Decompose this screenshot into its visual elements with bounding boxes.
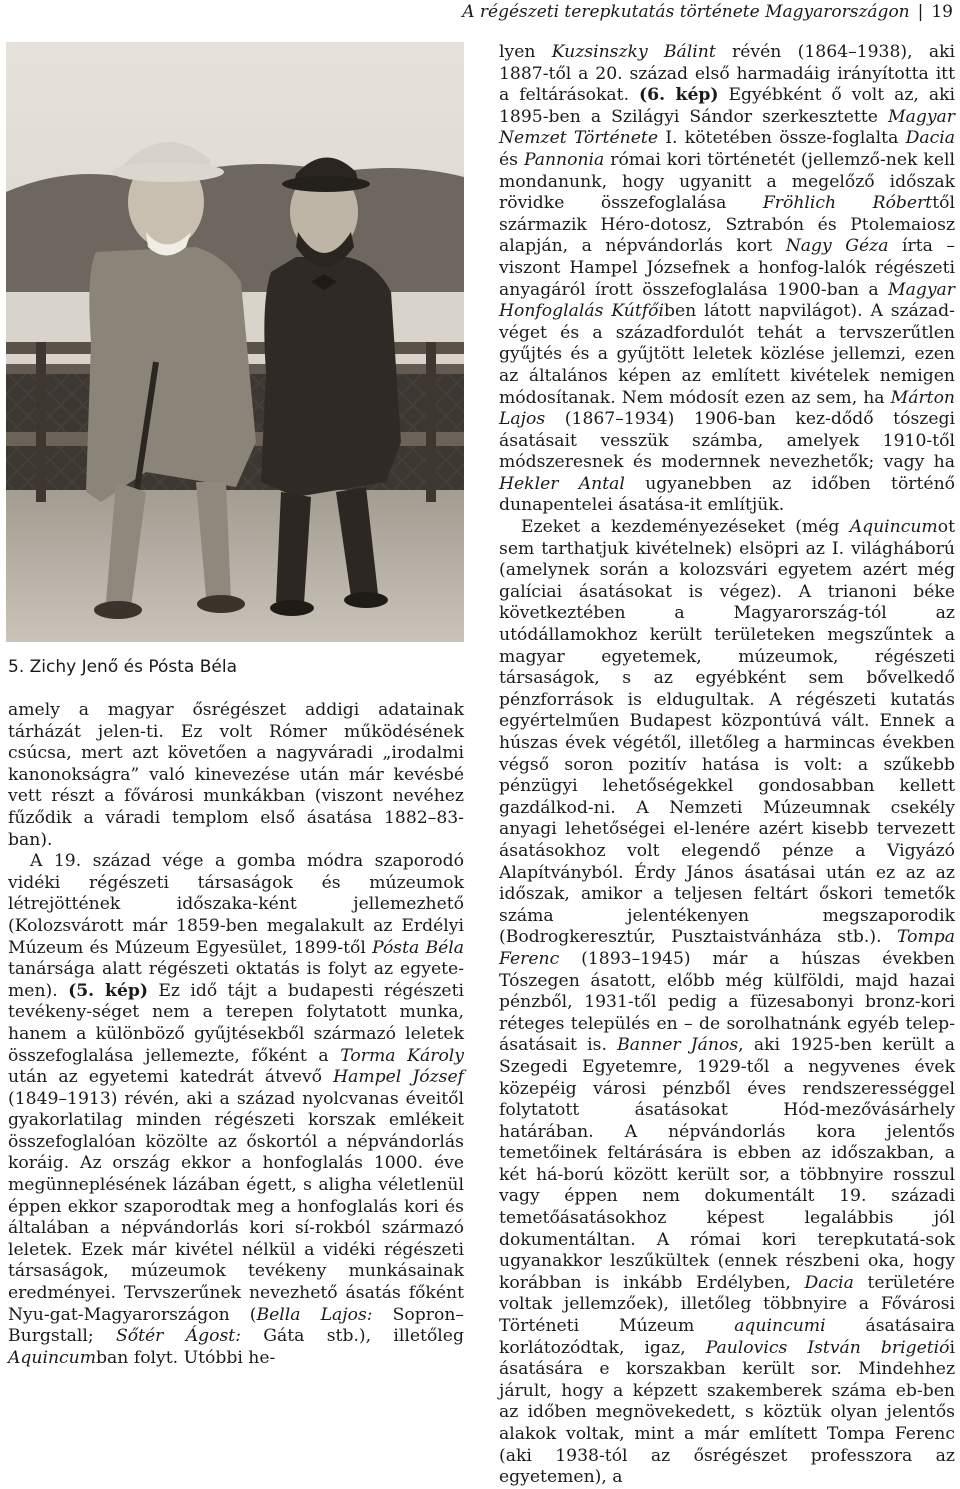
text-run: (1893–1945) már a húszas években Tószegen ásatott, előbb még külföldi, majd hazai pénzből, 1931-től pedig a füzesabonyi bronz-kori réteges település en – de sorolhatnánk egyéb telep-ásatásait is. bbox=[499, 948, 955, 1056]
person-name: Pósta Béla bbox=[372, 937, 464, 958]
text-run: írta – viszont Hampel Józsefnek a honfog-lalók régészeti anyagáról írott összefoglalása 1900-ban a bbox=[499, 236, 955, 300]
figure-reference: (6. kép) bbox=[639, 85, 719, 106]
text-run: amely a magyar ősrégészet addigi adatainak tárházát jelen-ti. Ez volt Rómer működésének csúcsa, mert azt követően a nagyváradi „irodalmi kanonokságra” való kinevezése után már kevésbé vett részt a fővárosi munkákban (viszont nevéhez fűződik a váradi templom első ásatása 1882–83-ban). bbox=[8, 700, 464, 850]
text-run: ásatásaira korlátozódtak, igaz, bbox=[499, 1316, 955, 1358]
place-name: Pannonia bbox=[523, 149, 605, 170]
paragraph bbox=[8, 700, 464, 851]
figure-caption: 5. Zichy Jenő és Pósta Béla bbox=[8, 657, 238, 677]
text-run: ben látott napvilágot). A század-véget és a századfordulót tehát a tervszerűtlen gyűjtés és a gyűjtött leletek közlése jellemzi, ezen az általános képen az említett kivételek nemigen módosítanak. Nem módosít ezen az sem, ha bbox=[499, 301, 955, 408]
text-run: révén (1864–1938), aki 1887-től a 20. század első harmadáig irányította itt a feltárásokat. bbox=[499, 42, 955, 106]
text-run: (1867–1934) 1906-ban kez-dődő tószegi ásatásait vesszük számba, amelyek 1910-től módszeresnek és modernnek nevezhetők; vagy ha bbox=[499, 409, 955, 473]
book-title: Magyar Nemzet Története bbox=[499, 106, 955, 149]
place-name: aquincumi bbox=[734, 1316, 826, 1337]
text-run: től származik Héro-dotosz, Sztrabón és Ptolemaiosz alapján, a népvándorlás kort bbox=[499, 193, 955, 257]
text-run: ot sem tarthatjuk kivételnek) elsöpri az I. világháború (amelynek során a kolozsvári egyetem azért még galíciai ásatásokat is végez). A trianoni béke következtében a Magyarország-tól az utódállamokhoz került területeken megszűntek a magyar egyetemek, múzeumok, régészeti társaságok, s az egyébként sem bővelkedő pénzforrások is eldugultak. A régészeti kutatás egyértelműen Budapest központúvá vált. Ennek a húszas évek végétől, illetőleg a harmincas években végső soron pozitív hatása is volt: a szűkebb pénzügyi lehetőségekkel gondosabban kellett gazdálkod-ni. A Nemzeti Múzeumnak csekély anyagi lehetőségei el-lenére azért kisebb tervezett ásatásokhoz volt elegendő pénze a Vigyázó Alapítványból. Érdy János ásatásai után ez az az időszak, amikor a teljesen feltárt őskori temetők száma jelentékenyen megszaporodik (Bodrogkeresztúr, Pusztaistvánháza stb.). bbox=[499, 517, 955, 948]
person-name: Bella Lajos: bbox=[256, 1304, 373, 1325]
page-number: 19 bbox=[931, 2, 953, 22]
text-run: (1849–1913) révén, aki a század nyolcvanas éveitől gyakorlatilag minden régészeti korszak emlékeit összefoglalóan közölte az őskortól a népvándorlás koráig. Az ország ekkor a honfoglalás 1000. éve megünneplésének lázában égett, s aligha véletlenül éppen ekkor szaporodtak meg a honfoglalás kori és általában a népvándorlás kori sí-rokból származó leletek. Ezek már kivétel nélkül a vidéki régészeti társaságok, múzeumok tevékeny munkásainak eredményei. Tervszerűnek nevezhető ásatás főként Nyu-gat-Magyarországon ( bbox=[8, 1088, 464, 1325]
text-run: Gáta stb.), illetőleg bbox=[240, 1326, 464, 1347]
text-run: i ásatására e korszakban került sor. Mindehhez járult, hogy a képzett szakemberek száma eb-ben az időben megnövekedett, s köztük olyan jelentős alakok voltak, mint a már említett Tompa Ferenc (aki 1938-tól az ősrégészet professzora az egyetemen), a bbox=[499, 1337, 956, 1488]
person-name: Hekler Antal bbox=[499, 473, 625, 494]
header-separator: | bbox=[917, 2, 924, 22]
place-name: Dacia bbox=[905, 128, 955, 149]
paragraph bbox=[499, 42, 955, 517]
text-run: és bbox=[499, 149, 524, 170]
text-run: Egyébként ő volt az, aki 1895-ben a Szilágyi Sándor szerkesztette bbox=[499, 85, 956, 127]
place-name: Dacia bbox=[804, 1272, 854, 1293]
person-name: Fröhlich Róbert bbox=[762, 193, 933, 214]
text-run: lyen bbox=[499, 42, 552, 62]
text-run: római kori történetét (jellemző-nek kell mondanunk, hogy ugyanitt a megelőző időszak rövidke összefoglalása bbox=[499, 149, 955, 214]
person-name: Tompa Ferenc bbox=[499, 927, 955, 969]
person-name: Sőtér Ágost: bbox=[115, 1326, 241, 1347]
text-run: tanársága alatt régészeti oktatás is folyt az egyete-men). bbox=[8, 959, 464, 1001]
header-title: A régészeti terepkutatás története Magyarországon bbox=[462, 2, 910, 22]
person-name: Márton Lajos bbox=[499, 387, 955, 430]
historical-photograph bbox=[6, 42, 464, 642]
running-header bbox=[462, 0, 953, 24]
paragraph bbox=[8, 851, 464, 1369]
text-run: után az egyetemi katedrát átvevő bbox=[8, 1067, 334, 1088]
figure-reference: (5. kép) bbox=[68, 980, 149, 1001]
person-name: Banner János bbox=[617, 1035, 739, 1056]
text-run: I. kötetében össze-foglalta bbox=[658, 128, 906, 149]
place-name: Aquincum bbox=[8, 1347, 97, 1368]
person-name: Nagy Géza bbox=[785, 236, 889, 257]
text-run: Ezeket a kezdeményezéseket (még bbox=[521, 517, 850, 538]
right-text-column bbox=[499, 42, 955, 1489]
text-run: Sopron–Burgstall; bbox=[8, 1304, 464, 1347]
text-run: Ez idő tájt a budapesti régészeti tevékeny-séget nem a terepen folytatott munka, hanem a különböző gyűjtésekből származó leletek összefoglalása jellemezte, főként a bbox=[8, 980, 464, 1066]
text-run: , aki 1925-ben került a Szegedi Egyetemre, 1929-től a negyvenes évek közepéig városi pénzből éves rendszerességgel folytatott ásatásokat Hód-mezővásárhely határában. A népvándorlás kora jelentős temetőinek feltárására is ebben az időszakban, a két há-ború között került sor, a többnyire rosszul vagy éppen nem dokumentált 19. századi temetőásatásokhoz képest legalábbis jól dokumentáltan. A római kori terepkutatá-sok ugyanakkor leszűkültek (ennek részbeni oka, hogy korábban is inkább Erdélyben, bbox=[499, 1035, 955, 1293]
text-run: ban folyt. Utóbbi he- bbox=[96, 1347, 276, 1368]
left-text-column bbox=[8, 700, 464, 1369]
person-name: Kuzsinszky Bálint bbox=[551, 42, 716, 62]
place-name: Aquincum bbox=[849, 517, 938, 538]
person-name: Torma Károly bbox=[340, 1045, 464, 1066]
text-run: ugyanebben az időben történő dunapentelei ásatása-it említjük. bbox=[499, 473, 955, 516]
person-name: Hampel József bbox=[333, 1067, 464, 1088]
paragraph bbox=[499, 517, 955, 1489]
book-title: Magyar Honfoglalás Kútfői bbox=[499, 279, 955, 322]
text-run: A 19. század vége a gomba módra szaporodó vidéki régészeti társaságok és múzeumok létrejöttének időszaka-ként jellemezhető (Kolozsvárott már 1859-ben megalakult az Erdélyi Múzeum és Múzeum Egyesület, 1899-től bbox=[8, 851, 464, 958]
text-run: területére voltak jellemzőek), illetőleg többnyire a Fővárosi Történeti Múzeum bbox=[499, 1272, 955, 1337]
person-name: Paulovics István brigetió bbox=[705, 1337, 950, 1358]
